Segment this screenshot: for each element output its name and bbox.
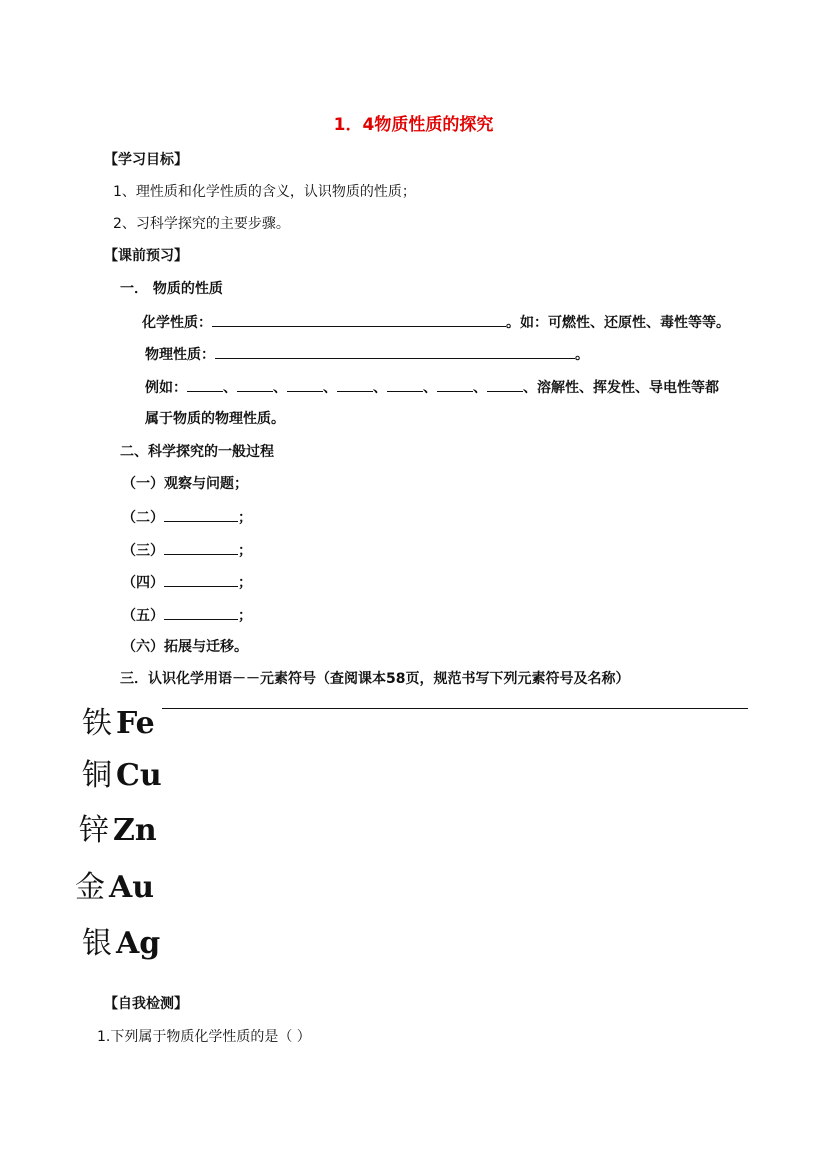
step-item: （一）观察与问题；	[122, 476, 248, 492]
separator: 、	[373, 380, 387, 396]
step-tail: ；	[238, 575, 252, 591]
element-symbol: Ag	[116, 926, 161, 961]
example-blank[interactable]	[487, 377, 523, 392]
example-tail: 、溶解性、挥发性、导电性等都	[523, 380, 719, 396]
section2-title: 二、科学探究的一般过程	[120, 444, 274, 460]
physical-blank[interactable]	[215, 344, 575, 359]
separator: 、	[323, 380, 337, 396]
separator: 、	[473, 380, 487, 396]
separator: 、	[223, 380, 237, 396]
preview-heading: 【课前预习】	[104, 248, 188, 264]
example-blank[interactable]	[337, 377, 373, 392]
step-item	[122, 507, 252, 528]
step-tail: ；	[238, 543, 252, 559]
element-symbol: Fe	[116, 706, 155, 741]
separator: 、	[423, 380, 437, 396]
chemical-tail: 。如：可燃性、还原性、毒性等等。	[506, 315, 730, 331]
page-title: 1．4物质性质的探究	[333, 115, 494, 135]
example-blank[interactable]	[187, 377, 223, 392]
step-label: （五）	[122, 608, 164, 624]
writing-line	[162, 708, 748, 709]
step-blank[interactable]	[164, 605, 238, 620]
element-symbol: Zn	[113, 813, 157, 848]
step-tail: ；	[238, 510, 252, 526]
physical-property-line	[145, 344, 589, 365]
step-item	[122, 605, 252, 626]
goal-item: 1、理性质和化学性质的含义，认识物质的性质；	[113, 184, 416, 200]
step-label: （二）	[122, 510, 164, 526]
chemical-property-line	[142, 312, 730, 333]
example-blank[interactable]	[387, 377, 423, 392]
step-label: （四）	[122, 575, 164, 591]
step-tail: ；	[238, 608, 252, 624]
element-symbol: Cu	[116, 758, 162, 793]
section1-title: 一． 物质的性质	[120, 281, 223, 297]
element-name: 铁	[82, 706, 112, 741]
chemical-label: 化学性质：	[142, 315, 212, 331]
step-item: （六）拓展与迁移。	[122, 639, 248, 655]
element-row	[82, 706, 155, 742]
chemical-blank[interactable]	[212, 312, 506, 327]
step-label: （三）	[122, 543, 164, 559]
example-blank[interactable]	[287, 377, 323, 392]
step-item	[122, 540, 252, 561]
element-symbol: Au	[109, 870, 155, 905]
self-check-heading: 【自我检测】	[104, 996, 188, 1012]
element-row	[79, 813, 157, 849]
element-name: 铜	[82, 758, 112, 793]
step-blank[interactable]	[164, 507, 238, 522]
question-1: 1.下列属于物质化学性质的是（ ）	[97, 1029, 311, 1045]
physical-label: 物理性质：	[145, 347, 215, 363]
element-row	[82, 758, 162, 794]
example-blank[interactable]	[237, 377, 273, 392]
element-name: 锌	[79, 813, 109, 848]
example-label: 例如：	[145, 380, 187, 396]
element-row	[82, 926, 160, 962]
element-name: 银	[82, 926, 112, 961]
step-blank[interactable]	[164, 540, 238, 555]
example-continuation: 属于物质的物理性质。	[145, 411, 285, 427]
separator: 、	[273, 380, 287, 396]
step-item	[122, 572, 252, 593]
step-blank[interactable]	[164, 572, 238, 587]
goal-item: 2、习科学探究的主要步骤。	[113, 216, 290, 232]
element-row	[75, 870, 154, 906]
goals-heading: 【学习目标】	[104, 152, 188, 168]
example-line	[145, 377, 719, 398]
physical-tail: 。	[575, 347, 589, 363]
example-blank[interactable]	[437, 377, 473, 392]
element-name: 金	[75, 870, 105, 905]
section3-title: 三．认识化学用语－－元素符号（查阅课本58页，规范书写下列元素符号及名称）	[120, 671, 630, 687]
